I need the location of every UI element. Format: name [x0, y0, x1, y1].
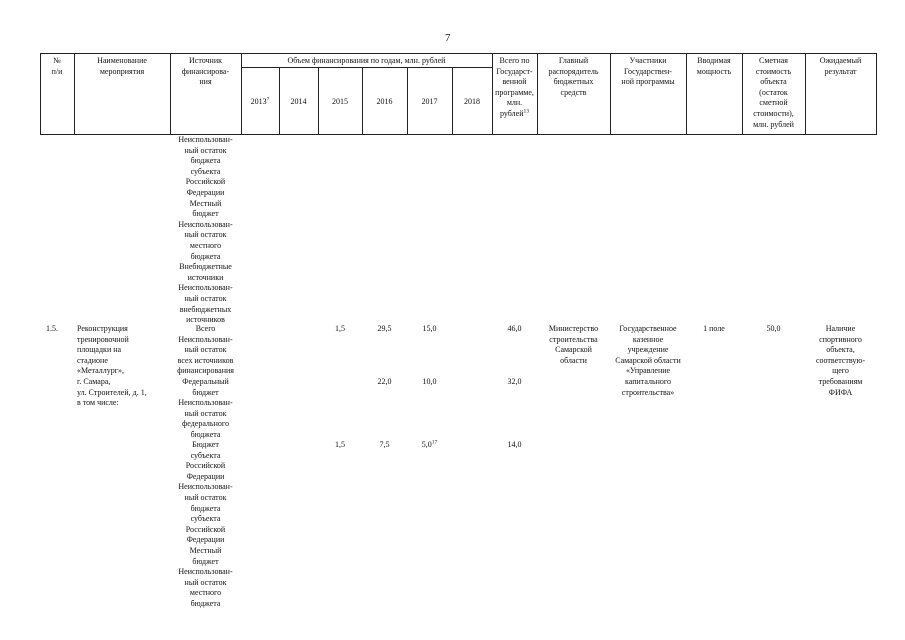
item-manager: Министерство строительства Самарской области	[548, 324, 599, 365]
value-regional-2017: $5,0^{17}$	[421, 439, 438, 449]
item-number: 1.5.	[46, 324, 58, 333]
header-capacity: Вводимая мощность	[696, 56, 732, 76]
value-regional-2016: 7,5	[379, 440, 390, 449]
header-participants: Участники Государствен- ной программы	[621, 56, 675, 87]
header-manager: Главный распорядитель бюджетных средств	[548, 56, 599, 97]
header-year-2014: 2014	[290, 97, 307, 106]
item-capacity: 1 поле	[703, 324, 725, 333]
value-regional-2015: 1,5	[335, 440, 345, 449]
page-number: 7	[445, 32, 451, 44]
header-year-2018: 2018	[464, 97, 480, 106]
item-estimate: 50,0	[766, 324, 781, 333]
item-sources-regional: Бюджет субъекта Российской Федерации Неиспользован- ный остаток бюджета субъекта Российской Федерации Местный бюджет Неиспользован- ный остаток местного бюджета	[178, 440, 233, 608]
value-regional-sum: 14,0	[507, 440, 522, 449]
value-total-2017: 15,0	[422, 324, 437, 333]
header-year-2013: 2013$^7$	[250, 96, 270, 106]
header-num: № п/и	[51, 56, 63, 76]
header-year-2017: 2017	[421, 97, 438, 106]
value-total-2016: 29,5	[377, 324, 392, 333]
value-federal-sum: 32,0	[507, 377, 522, 386]
header-name: Наименование мероприятия	[97, 56, 147, 76]
header-total: Всего по Государст- венной программе, млн. рублей$^{13}$	[495, 56, 534, 118]
value-federal-2016: 22,0	[377, 377, 392, 386]
continuation-sources: Неиспользован- ный остаток бюджета субъекта Российской Федерации Местный бюджет Неиспользован- ный остаток местного бюджета Внебюджетные источники Неиспользован- ный остаток внебюджетных источников	[178, 135, 233, 325]
header-year-2016: 2016	[376, 97, 393, 106]
value-total-sum: 46,0	[507, 324, 522, 333]
item-participants: Государственное казенное учреждение Самарской области «Управление капитального строительства»	[615, 324, 681, 397]
header-result: Ожидаемый результат	[819, 56, 862, 76]
header-estimate: Сметная стоимость объекта (остаток сметной стоимости), млн. рублей	[753, 56, 794, 129]
value-total-2015: 1,5	[335, 324, 345, 333]
item-sources-total: Всего Неиспользован- ный остаток всех источников финансирования	[177, 324, 234, 376]
value-federal-2017: 10,0	[422, 377, 437, 386]
header-year-2015: 2015	[332, 97, 348, 106]
item-name: Реконструкция тренировочной площадки на стадионе «Металлург», г. Самара, ул. Строителей, д. 1, в том числе:	[77, 324, 147, 408]
item-sources-federal: Федеральный бюджет Неиспользован- ный остаток федерального бюджета	[178, 377, 233, 439]
header-funding-title: Объем финансирования по годам, млн. рублей	[287, 56, 446, 65]
item-result: Наличие спортивного объекта, соответствую- щего требованиям ФИФА	[815, 324, 865, 397]
header-source: Источник финансирова- ния	[181, 56, 230, 87]
